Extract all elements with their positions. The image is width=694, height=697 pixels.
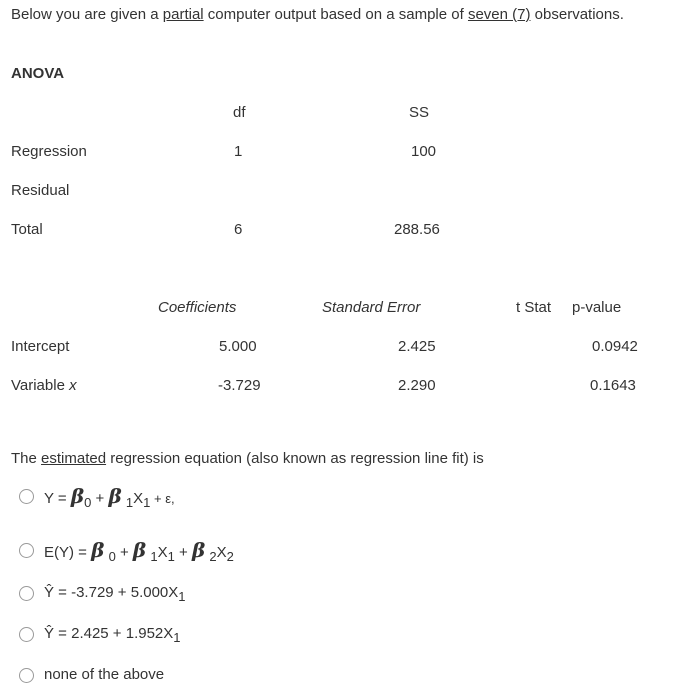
coef-cell-coefficient: -3.729 xyxy=(218,377,261,394)
seven-underlined: seven (7) xyxy=(467,6,531,23)
beta-symbol: β xyxy=(91,538,105,562)
option-3-label[interactable]: Ŷ = -3.729 + 5.000X1 xyxy=(44,584,186,604)
anova-cell-df: 6 xyxy=(234,221,243,238)
coef-header-standard-error: Standard Error xyxy=(322,299,421,316)
beta-symbol: β xyxy=(70,484,85,508)
option-4-label[interactable]: Ŷ = 2.425 + 1.952X1 xyxy=(44,625,181,645)
beta-symbol: β xyxy=(191,538,206,562)
anova-cell-ss: 288.56 xyxy=(394,221,440,238)
coef-cell-standard-error: 2.290 xyxy=(398,377,436,394)
anova-header-ss: SS xyxy=(409,104,430,121)
option-5-label[interactable]: none of the above xyxy=(44,666,165,683)
option-2-radio[interactable] xyxy=(19,543,34,558)
anova-header-df: df xyxy=(233,104,246,121)
anova-title: ANOVA xyxy=(11,65,65,82)
option-1-label[interactable]: Y = β0 + β 1X1 + ε, xyxy=(44,484,175,510)
intro-text: Below you are given a partial computer output based on a sample of seven (7) observations. xyxy=(11,6,624,23)
beta-symbol: β xyxy=(108,484,122,508)
coef-cell-coefficient: 5.000 xyxy=(219,338,257,355)
coef-cell-p-value: 0.1643 xyxy=(590,377,636,394)
coef-cell-standard-error: 2.425 xyxy=(398,338,436,355)
estimated-underlined: estimated xyxy=(41,450,107,467)
option-3-radio[interactable] xyxy=(19,586,34,601)
coef-row-label: Variable x xyxy=(11,377,77,394)
option-5-radio[interactable] xyxy=(19,668,34,683)
beta-symbol: β xyxy=(132,538,147,562)
coef-header-p-value: p-value xyxy=(572,299,622,316)
anova-row-label: Total xyxy=(11,221,43,238)
anova-cell-df: 1 xyxy=(234,143,243,160)
anova-row-label: Residual xyxy=(11,182,70,199)
option-1-radio[interactable] xyxy=(19,489,34,504)
coef-row-label: Intercept xyxy=(11,338,70,355)
coef-header-t-stat: t Stat xyxy=(516,299,552,316)
anova-row-label: Regression xyxy=(11,143,87,160)
coef-header-coefficients: Coefficients xyxy=(158,299,237,316)
option-4-radio[interactable] xyxy=(19,627,34,642)
anova-cell-ss: 100 xyxy=(411,143,437,160)
partial-underlined: partial xyxy=(162,6,204,23)
question-text: The estimated regression equation (also known as regression line fit) is xyxy=(11,450,484,467)
coef-cell-p-value: 0.0942 xyxy=(592,338,638,355)
option-2-label[interactable]: E(Y) = β 0 + β 1X1 + β 2X2 xyxy=(44,538,234,564)
